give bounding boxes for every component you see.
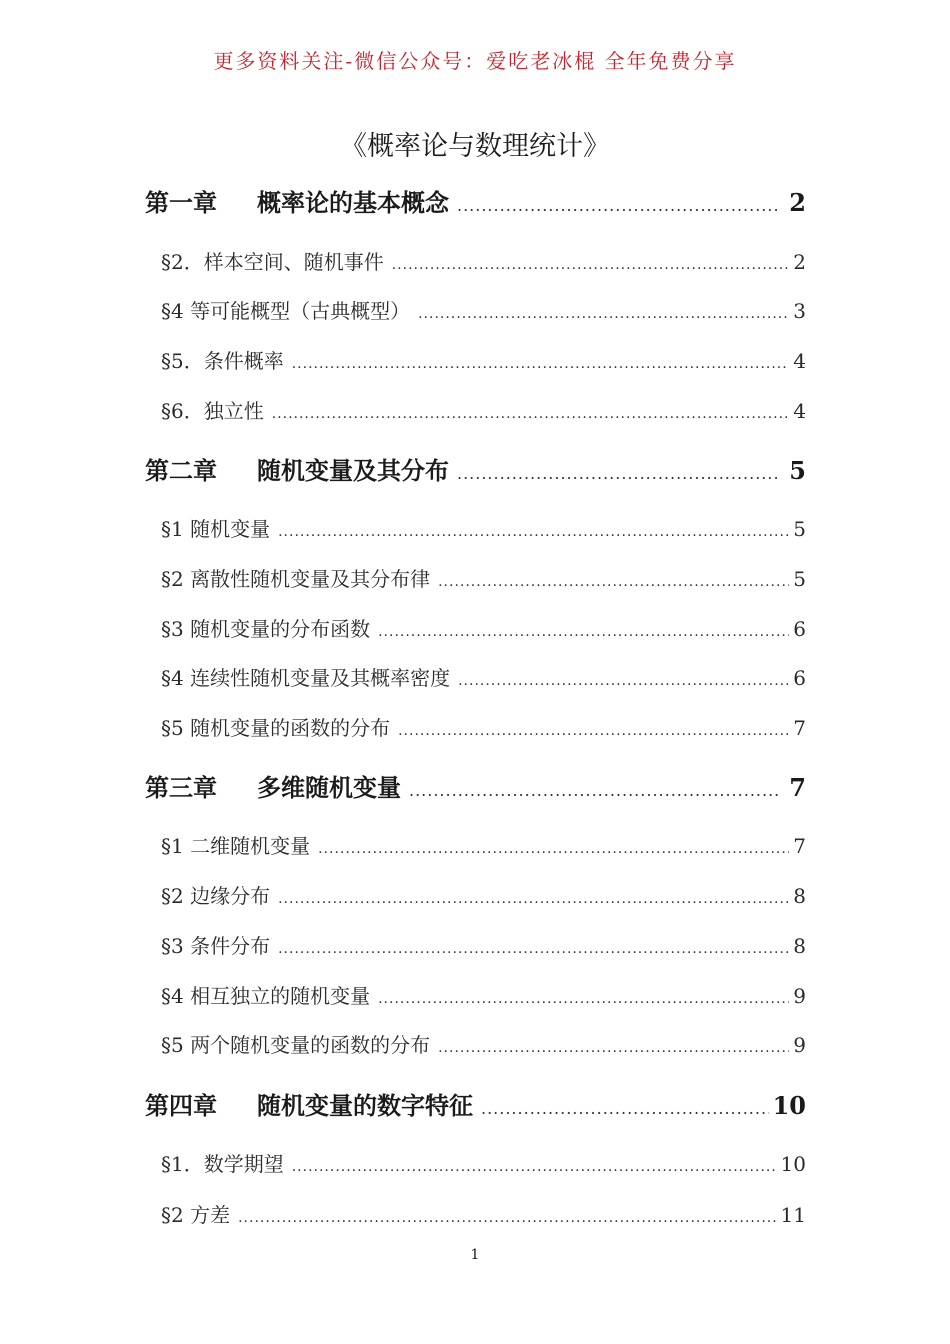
section-title: §4 等可能概型（古典概型）	[161, 299, 411, 323]
section-title: §6．独立性	[161, 399, 264, 423]
toc-section[interactable]	[161, 1029, 806, 1058]
section-page: 2	[793, 250, 806, 274]
section-title: §2 离散性随机变量及其分布律	[161, 567, 431, 591]
chapter-title: 随机变量及其分布	[257, 456, 449, 485]
leader-dots	[278, 941, 789, 957]
toc-section[interactable]	[161, 930, 806, 959]
section-page: 8	[793, 884, 806, 908]
toc-section[interactable]	[161, 395, 806, 424]
section-title: §2 边缘分布	[161, 884, 271, 908]
leader-dots	[438, 574, 789, 590]
toc-section[interactable]	[161, 295, 806, 324]
toc-chapter-2[interactable]	[145, 451, 806, 486]
section-title: §2 方差	[161, 1203, 231, 1227]
section-page: 7	[793, 834, 806, 858]
section-title: §2．样本空间、随机事件	[161, 250, 384, 274]
chapter-page: 5	[789, 456, 806, 485]
toc-section[interactable]	[161, 513, 806, 542]
section-title: §1 随机变量	[161, 517, 271, 541]
section-page: 10	[780, 1152, 806, 1176]
section-title: §1．数学期望	[161, 1152, 284, 1176]
section-page: 7	[793, 716, 806, 740]
chapter-number: 第二章	[145, 456, 217, 485]
leader-dots	[378, 991, 789, 1007]
section-title: §3 随机变量的分布函数	[161, 617, 371, 641]
toc-chapter-4[interactable]	[145, 1086, 806, 1121]
section-page: 4	[793, 349, 806, 373]
section-page: 6	[793, 617, 806, 641]
leader-dots	[292, 356, 790, 372]
section-title: §1 二维随机变量	[161, 834, 311, 858]
chapter-title: 随机变量的数字特征	[257, 1091, 473, 1120]
chapter-number: 第三章	[145, 773, 217, 802]
section-page: 3	[793, 299, 806, 323]
leader-dots	[278, 891, 789, 907]
chapter-page: 7	[789, 773, 806, 802]
section-title: §5 两个随机变量的函数的分布	[161, 1033, 431, 1057]
section-title: §3 条件分布	[161, 934, 271, 958]
toc-section[interactable]	[161, 880, 806, 909]
toc-section[interactable]	[161, 613, 806, 642]
toc-section[interactable]	[161, 980, 806, 1009]
section-title: §5 随机变量的函数的分布	[161, 716, 391, 740]
leader-dots	[392, 257, 790, 273]
leader-dots	[272, 406, 790, 422]
chapter-number: 第四章	[145, 1091, 217, 1120]
section-page: 4	[793, 399, 806, 423]
toc-section[interactable]	[161, 712, 806, 741]
leader-dots	[457, 464, 778, 483]
section-page: 5	[793, 517, 806, 541]
leader-dots	[318, 841, 789, 857]
leader-dots	[292, 1159, 777, 1175]
document-title: 《概率论与数理统计》	[340, 131, 610, 162]
section-page: 6	[793, 666, 806, 690]
toc-chapter-3[interactable]	[145, 768, 806, 803]
toc-chapter-1[interactable]	[145, 183, 806, 218]
leader-dots	[398, 723, 789, 739]
section-page: 11	[780, 1203, 806, 1227]
leader-dots	[409, 781, 778, 800]
toc-section[interactable]	[161, 830, 806, 859]
toc-section[interactable]	[161, 246, 806, 275]
leader-dots	[458, 673, 789, 689]
toc-section[interactable]	[161, 662, 806, 691]
chapter-page: 10	[772, 1091, 806, 1120]
section-page: 9	[793, 984, 806, 1008]
leader-dots	[481, 1099, 769, 1118]
section-page: 5	[793, 567, 806, 591]
toc-section[interactable]	[161, 563, 806, 592]
leader-dots	[418, 306, 789, 322]
toc-section[interactable]	[161, 1148, 806, 1177]
watermark-header: 更多资料关注-微信公众号：爱吃老冰棍 全年免费分享	[213, 49, 737, 73]
section-title: §4 相互独立的随机变量	[161, 984, 371, 1008]
leader-dots	[438, 1040, 789, 1056]
section-page: 8	[793, 934, 806, 958]
section-title: §5．条件概率	[161, 349, 284, 373]
chapter-title: 多维随机变量	[257, 773, 401, 802]
section-title: §4 连续性随机变量及其概率密度	[161, 666, 451, 690]
page-number: 1	[470, 1247, 480, 1263]
section-page: 9	[793, 1033, 806, 1057]
leader-dots	[457, 196, 778, 215]
chapter-number: 第一章	[145, 188, 217, 217]
chapter-title: 概率论的基本概念	[257, 188, 449, 217]
leader-dots	[378, 624, 789, 640]
leader-dots	[278, 524, 789, 540]
chapter-page: 2	[789, 188, 806, 217]
leader-dots	[238, 1210, 776, 1226]
toc-section[interactable]	[161, 1199, 806, 1228]
toc-section[interactable]	[161, 345, 806, 374]
